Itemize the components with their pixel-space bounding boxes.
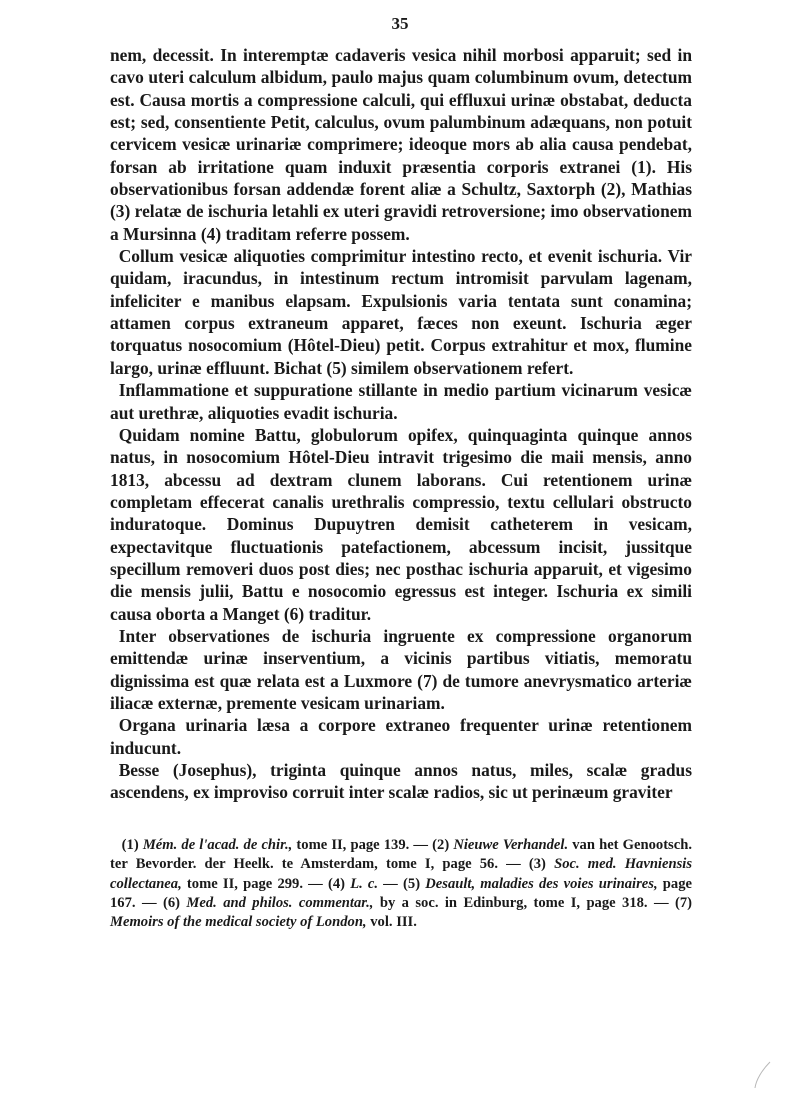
footnote-text: vol. III. bbox=[370, 914, 417, 931]
footnote-title: Soc. med. Havniensis collectanea, bbox=[110, 856, 692, 892]
footnote-title: Mém. de l'acad. de chir., bbox=[142, 837, 293, 853]
footnote-mark: (7) bbox=[674, 894, 693, 911]
footnote-title: Desault, maladies des voies urinaires, bbox=[425, 875, 658, 892]
footnotes bbox=[110, 836, 692, 932]
main-text bbox=[110, 44, 692, 804]
footnote-mark: (5) bbox=[403, 875, 421, 892]
paragraph: Organa urinaria læsa a corpore extraneo frequenter urinæ retentionem inducunt. bbox=[110, 715, 692, 758]
footnote-text: tome II, page 139. — bbox=[296, 837, 429, 853]
footnote-text: page 167. — bbox=[110, 875, 692, 911]
pencil-mark-icon bbox=[752, 1060, 772, 1090]
footnote-text: by a soc. in Edinburg, tome I, page 318. — bbox=[379, 894, 669, 911]
footnote-4 bbox=[328, 876, 403, 892]
paragraph: Inflammatione et suppuratione stillante in medio partium vicinarum vesicæ aut urethræ, aliquoties evadit ischuria. bbox=[110, 380, 692, 423]
paragraph: Inter observationes de ischuria ingruente ex compressione organorum emittendæ urinæ inserventium, a vicinis partibus vitiatis, memoratu dignissima est quæ relata est a Luxmore (7) de tumore anevrysmatico arteriæ iliacæ externæ, premente vesicam urinariam. bbox=[110, 625, 692, 713]
paragraph: Besse (Josephus), triginta quinque annos natus, miles, scalæ gradus ascendens, ex improviso corruit inter scalæ radios, sic ut perinæum graviter bbox=[110, 760, 692, 803]
footnote-title: L. c. — bbox=[350, 875, 398, 892]
footnote-1 bbox=[122, 837, 428, 853]
paragraph: nem, decessit. In interemptæ cadaveris vesica nihil morbosi apparuit; sed in cavo uteri calculum albidum, paulo majus quam columbinum ovum, detectum est. Causa mortis a compressione calculi, qui effluxui urinæ obstabat, deducta est; sed, consentiente Petit, calculus, ovum palumbinum adæquans, non potuit cervicem vesicæ urinariæ comprimere; ideoque mors ab alia causa pendebat, forsan ab irritatione quam induxit præsentia corporis extranei (1). His observationibus forsan addendæ forent aliæ a Schultz, Saxtorph (2), Mathias (3) relatæ de ischuria letahli ex uteri gravidi retroversione; imo observationem a Mursinna (4) traditam referre possem. bbox=[110, 45, 692, 244]
paragraph: Collum vesicæ aliquoties comprimitur intestino recto, et evenit ischuria. Vir quidam, iracundus, in intestinum rectum intromisit parvulam lagenam, infeliciter e manibus elapsam. Expulsionis varia tentata sunt conamina; attamen corpus extraneum apparet, fæces non exeunt. Ischuria æger torquatus nosocomium (Hôtel-Dieu) petit. Corpus extrahitur et mox, flumine largo, urinæ effluunt. Bichat (5) similem observationem refert. bbox=[110, 246, 692, 378]
footnote-6 bbox=[163, 895, 669, 911]
footnote-text: van het Genootsch. ter Bevorder. der Heelk. te Amsterdam, tome I, page 56. — bbox=[110, 837, 692, 873]
footnote-mark: (1) bbox=[121, 837, 139, 853]
footnote-text: tome II, page 299. — bbox=[186, 875, 323, 892]
paragraph: Quidam nomine Battu, globulorum opifex, quinquaginta quinque annos natus, in nosocomium Hôtel-Dieu intravit trigesimo die maii mensis, anno 1813, abcessu ad dextram clunem laborans. Cui retentionem urinæ completam effecerat canalis urethralis compressio, textu cellulari obstructo induratoque. Dominus Dupuytren demisit catheterem in vesicam, expectavitque fluctuationis patefactionem, abcessum incisit, jussitque specillum removeri duos post dies; nec posthac ischuria apparuit, et vigesimo die mensis julii, Battu e nosocomio egressus est integer. Ischuria ex simili causa oborta a Manget (6) traditur. bbox=[110, 424, 692, 624]
footnote-title: Med. and philos. commentar., bbox=[186, 894, 374, 911]
footnote-title: Memoirs of the medical society of London, bbox=[110, 914, 367, 931]
footnote-mark: (6) bbox=[162, 894, 180, 911]
footnote-mark: (4) bbox=[327, 875, 345, 892]
footnote-mark: (2) bbox=[432, 837, 450, 853]
page-number: 35 bbox=[391, 14, 409, 33]
footnote-mark: (3) bbox=[528, 856, 546, 873]
footnote-divider bbox=[110, 826, 692, 827]
footnote-title: Nieuwe Verhandel. bbox=[453, 837, 569, 853]
